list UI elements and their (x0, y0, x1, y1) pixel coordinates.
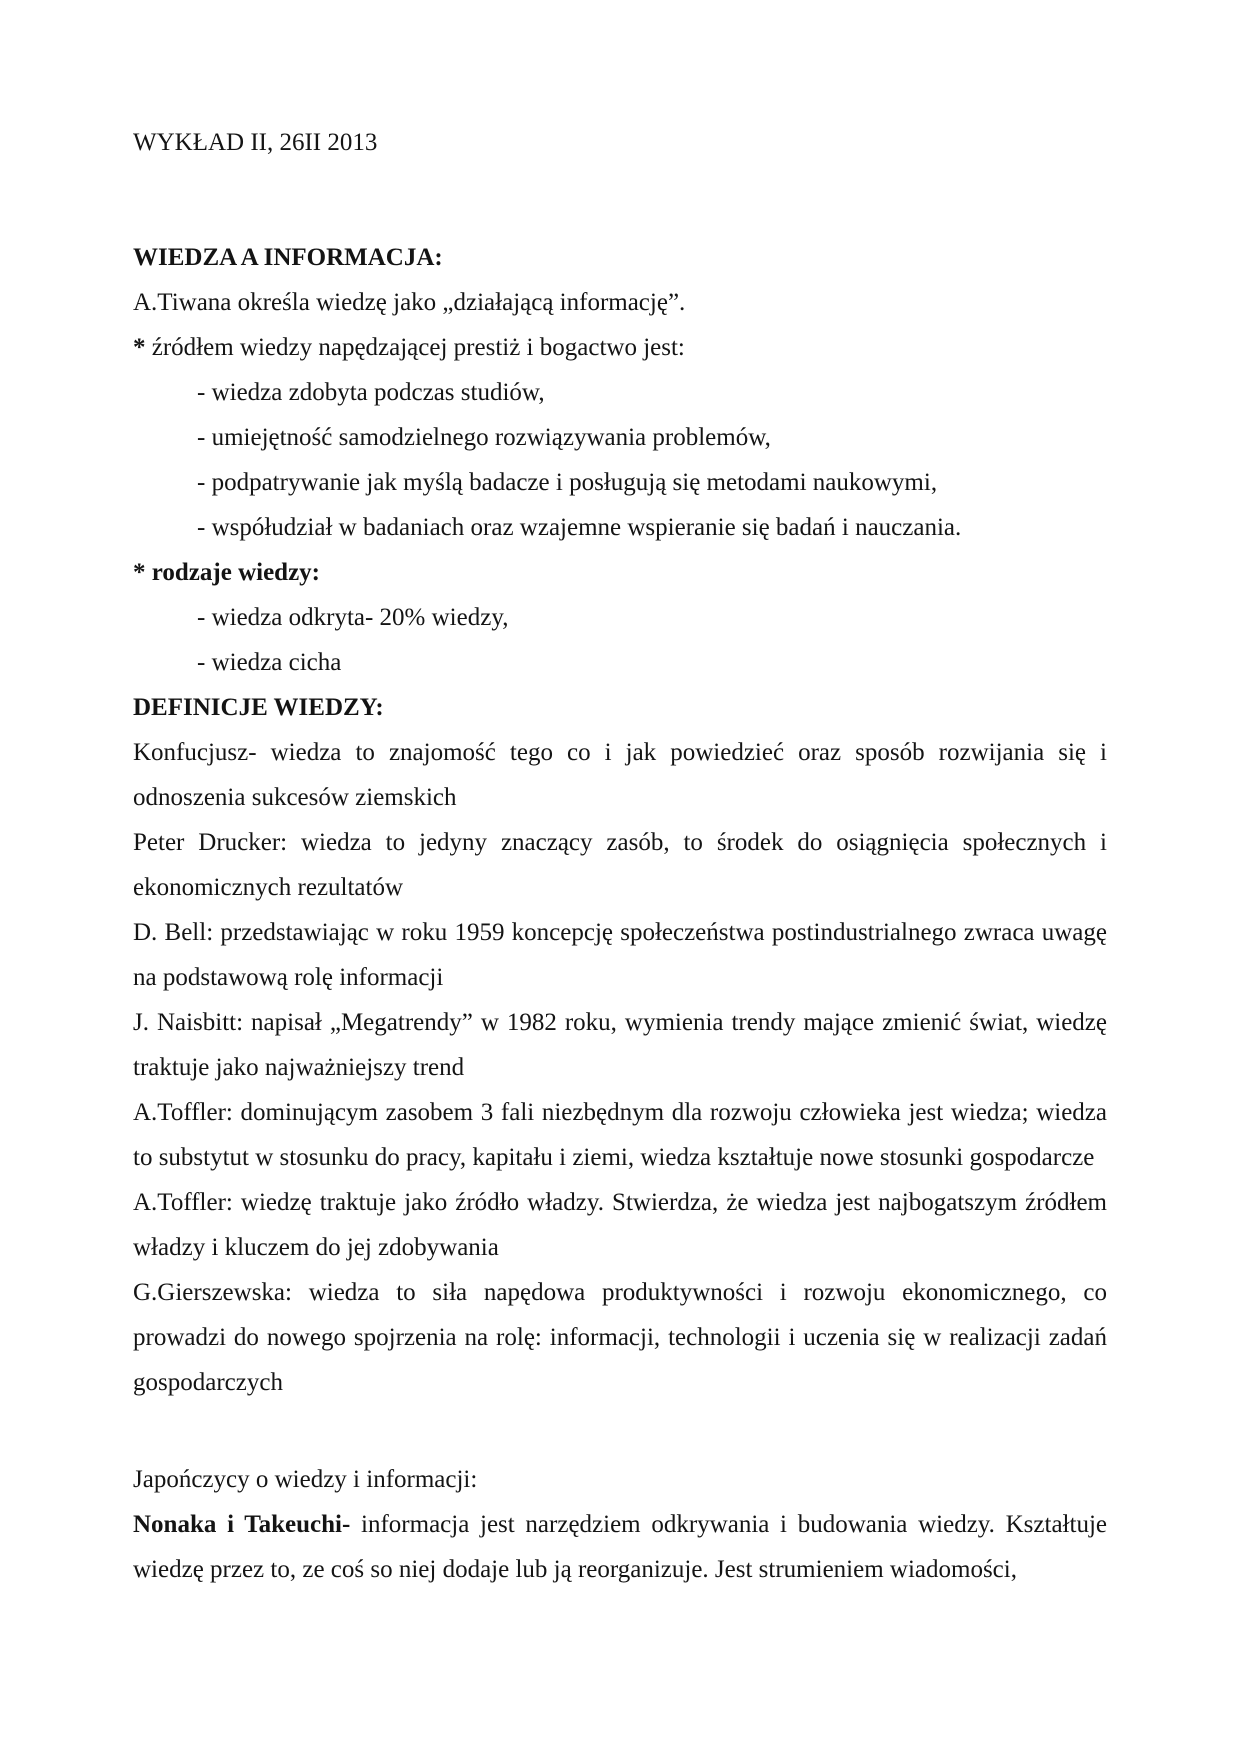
definition-gierszewska: G.Gierszewska: wiedza to siła napędowa produktywności i rozwoju ekonomicznego, co prowadzi do nowego spojrzenia na rolę: informacji, technologii i uczenia się w realizacji zadań gospodarczych (133, 1279, 1107, 1396)
definition-konfucjusz: Konfucjusz- wiedza to znajomość tego co i jak powiedzieć oraz sposób rozwijania się i odnoszenia sukcesów ziemskich (133, 739, 1107, 811)
list-item-source-observing-researchers: - podpatrywanie jak myślą badacze i posługują się metodami naukowymi, (197, 469, 938, 496)
sources-label-text: źródłem wiedzy napędzającej prestiż i bogactwo jest: (145, 334, 685, 361)
definition-toffler-1: A.Toffler: dominującym zasobem 3 fali niezbędnym dla rozwoju człowieka jest wiedza; wiedza to substytut w stosunku do pracy, kapitału i ziemi, wiedza kształtuje nowe stosunki gospodarcze (133, 1099, 1107, 1171)
nonaka-takeuchi-name: Nonaka i Takeuchi- (133, 1511, 351, 1538)
types-of-knowledge-label: * rodzaje wiedzy: (133, 559, 320, 586)
list-item-type-explicit: - wiedza odkryta- 20% wiedzy, (197, 604, 509, 631)
star-marker: * (133, 334, 146, 361)
definition-naisbitt: J. Naisbitt: napisał „Megatrendy” w 1982 roku, wymienia trendy mające zmienić świat, wiedzę traktuje jako najważniejszy trend (133, 1009, 1107, 1081)
sources-of-knowledge-label (133, 325, 1107, 370)
document-header: WYKŁAD II, 26II 2013 (133, 129, 378, 156)
list-item-source-problem-solving: - umiejętność samodzielnego rozwiązywania problemów, (197, 424, 771, 451)
definition-bell: D. Bell: przedstawiając w roku 1959 koncepcję społeczeństwa postindustrialnego zwraca uwagę na podstawową rolę informacji (133, 919, 1107, 991)
list-item-type-tacit: - wiedza cicha (197, 649, 342, 676)
list-item-source-studies: - wiedza zdobyta podczas studiów, (197, 379, 545, 406)
section-heading-definicje-wiedzy: DEFINICJE WIEDZY: (133, 694, 384, 721)
intro-tiwana-definition: A.Tiwana określa wiedzę jako „działającą informację”. (133, 289, 686, 316)
definition-toffler-2: A.Toffler: wiedzę traktuje jako źródło władzy. Stwierdza, że wiedza jest najbogatszym źródłem władzy i kluczem do jej zdobywania (133, 1189, 1107, 1261)
section-heading-wiedza-a-informacja: WIEDZA A INFORMACJA: (133, 244, 443, 271)
list-item-source-research-participation: - współudział w badaniach oraz wzajemne wspieranie się badań i nauczania. (197, 514, 962, 541)
definition-drucker: Peter Drucker: wiedza to jedyny znaczący zasób, to środek do osiągnięcia społecznych i ekonomicznych rezultatów (133, 829, 1107, 901)
japanese-section-intro: Japończycy o wiedzy i informacji: (133, 1466, 478, 1493)
paragraph-nonaka-takeuchi (133, 1502, 1107, 1592)
nonaka-takeuchi-text: informacja jest narzędziem odkrywania i budowania wiedzy. Kształtuje wiedzę przez to, ze coś so niej dodaje lub ją reorganizuje. Jest strumieniem wiadomości, (133, 1511, 1107, 1583)
